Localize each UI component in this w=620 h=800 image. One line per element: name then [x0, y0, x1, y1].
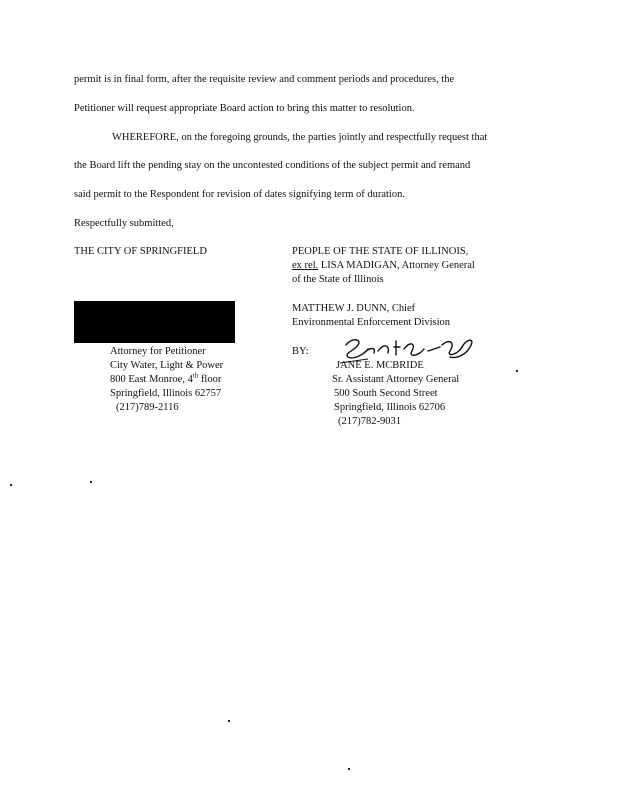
left-address1-sup: th: [192, 371, 199, 380]
by-label: BY:: [292, 346, 309, 357]
para2-line2: the Board lift the pending stay on the uncontested conditions of the subject permit and remand: [74, 160, 471, 171]
para1-line2: Petitioner will request appropriate Board action to bring this matter to resolution.: [74, 103, 415, 114]
para1-line1: permit is in final form, after the requisite review and comment periods and procedures, the: [74, 74, 455, 85]
left-party-name: THE CITY OF SPRINGFIELD: [74, 246, 207, 257]
exrel-prefix: ex rel.: [292, 260, 319, 271]
para2-line1: WHEREFORE, on the foregoing grounds, the parties jointly and respectfully request that: [112, 132, 488, 143]
exrel-rest: LISA MADIGAN, Attorney General: [318, 260, 475, 271]
scan-speck: [90, 481, 92, 483]
scan-speck: [228, 720, 230, 722]
para2-line3: said permit to the Respondent for revision of dates signifying term of duration.: [74, 189, 405, 200]
right-phone: (217)782-9031: [338, 416, 401, 427]
right-party-name: PEOPLE OF THE STATE OF ILLINOIS,: [292, 246, 469, 257]
right-division: Environmental Enforcement Division: [292, 317, 451, 328]
right-address2: Springfield, Illinois 62706: [334, 402, 446, 413]
left-address1-main: 800 East Monroe, 4: [110, 374, 193, 385]
right-state: of the State of Illinois: [292, 274, 384, 285]
left-address2: Springfield, Illinois 62757: [110, 388, 222, 399]
scan-speck: [348, 768, 350, 770]
closing: Respectfully submitted,: [74, 218, 174, 229]
scan-speck: [10, 484, 12, 486]
left-org: City Water, Light & Power: [110, 360, 224, 371]
signer-name: JANE E. MCBRIDE: [336, 360, 424, 371]
right-chief: MATTHEW J. DUNN, Chief: [292, 303, 416, 314]
redaction-block: [74, 301, 235, 343]
scan-speck: [516, 370, 518, 372]
right-address1: 500 South Second Street: [334, 388, 438, 399]
left-address1: [110, 371, 222, 385]
left-phone: (217)789-2116: [116, 402, 179, 413]
right-exrel: [292, 260, 475, 271]
left-address1-post: floor: [198, 374, 222, 385]
left-role: Attorney for Petitioner: [110, 346, 206, 357]
signer-title: Sr. Assistant Attorney General: [332, 374, 460, 385]
